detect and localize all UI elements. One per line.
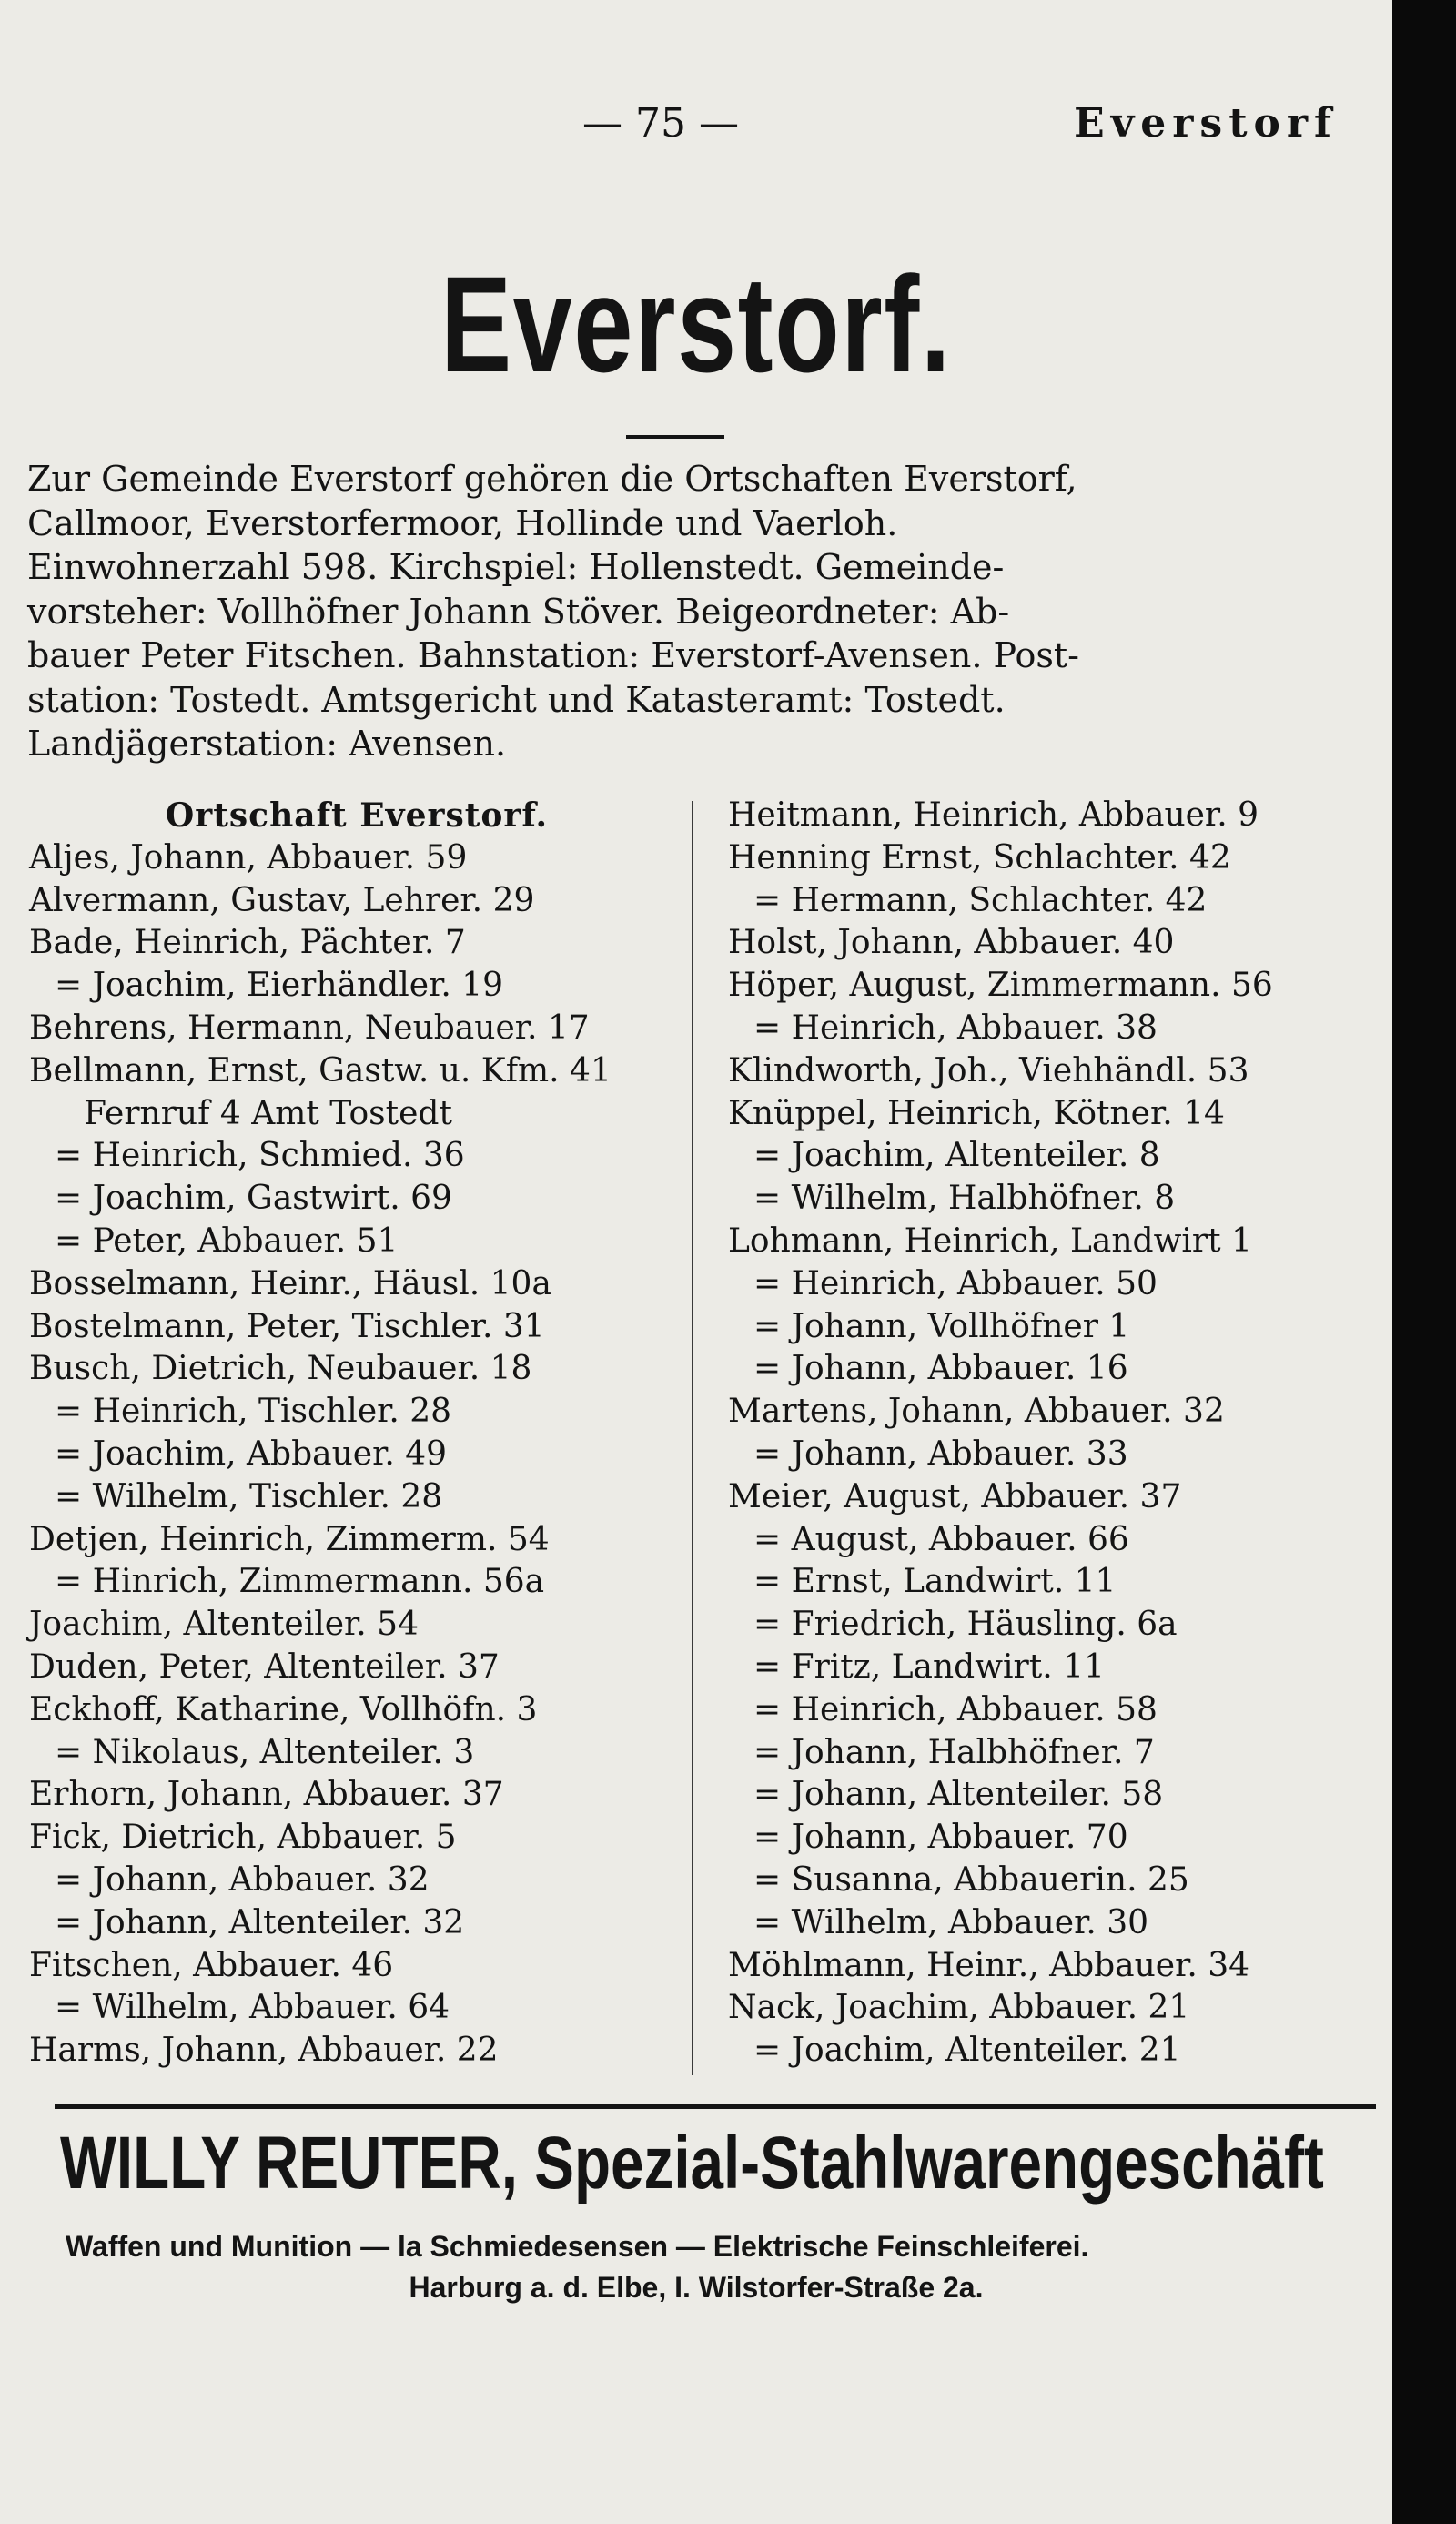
list-item: = Ernst, Landwirt. 11	[753, 1563, 1117, 1601]
left-column	[29, 795, 684, 2073]
list-item: Busch, Dietrich, Neubauer. 18	[29, 1350, 532, 1388]
list-item: Möhlmann, Heinr., Abbauer. 34	[728, 1946, 1250, 1984]
list-item: Detjen, Heinrich, Zimmerm. 54	[29, 1520, 550, 1558]
list-item: = Johann, Halbhöfner. 7	[753, 1733, 1155, 1771]
list-item: = Susanna, Abbauerin. 25	[753, 1860, 1189, 1899]
list-item: Fernruf 4 Amt Tostedt	[84, 1094, 452, 1132]
list-item: Erhorn, Johann, Abbauer. 37	[29, 1776, 504, 1814]
list-item: Holst, Johann, Abbauer. 40	[728, 924, 1175, 962]
list-item: = Johann, Abbauer. 70	[753, 1819, 1128, 1857]
list-item: Aljes, Johann, Abbauer. 59	[29, 838, 468, 877]
list-item: = Johann, Abbauer. 16	[753, 1350, 1128, 1388]
intro-line: Zur Gemeinde Everstorf gehören die Ortschaften Everstorf,	[27, 459, 1077, 499]
list-item: Höper, August, Zimmermann. 56	[728, 967, 1273, 1005]
list-item: Knüppel, Heinrich, Kötner. 14	[728, 1094, 1225, 1132]
running-head: Everstorf	[1074, 100, 1338, 147]
list-item: = Wilhelm, Abbauer. 64	[55, 1989, 450, 2027]
intro-line: Einwohnerzahl 598. Kirchspiel: Hollenstedt. Gemeinde-	[27, 547, 1005, 587]
list-item: = Heinrich, Tischler. 28	[55, 1393, 452, 1431]
list-item: = Nikolaus, Altenteiler. 3	[55, 1733, 475, 1771]
intro-line: vorsteher: Vollhöfner Johann Stöver. Beigeordneter: Ab-	[27, 591, 1010, 632]
list-item: = Johann, Abbauer. 33	[753, 1434, 1128, 1473]
right-column	[728, 795, 1379, 2073]
list-item: = Joachim, Gastwirt. 69	[55, 1180, 452, 1218]
list-item: = Joachim, Altenteiler. 8	[753, 1137, 1160, 1175]
title-rule	[626, 435, 724, 439]
list-item: = Peter, Abbauer. 51	[55, 1221, 399, 1260]
advertisement-line: Waffen und Munition — la Schmiedesensen — Elektrische Feinschleiferei.	[66, 2230, 1089, 2263]
list-item: Joachim, Altenteiler. 54	[29, 1606, 419, 1644]
list-item: Meier, August, Abbauer. 37	[728, 1477, 1182, 1515]
list-item: Bosselmann, Heinr., Häusl. 10a	[29, 1264, 551, 1303]
list-item: Bellmann, Ernst, Gastw. u. Kfm. 41	[29, 1051, 612, 1090]
list-item: = Joachim, Abbauer. 49	[55, 1434, 448, 1473]
intro-line: Callmoor, Everstorfermoor, Hollinde und Vaerloh.	[27, 502, 898, 543]
list-item: = Friedrich, Häusling. 6a	[753, 1606, 1178, 1644]
list-item: Henning Ernst, Schlachter. 42	[728, 838, 1231, 877]
list-item: Alvermann, Gustav, Lehrer. 29	[29, 881, 535, 919]
list-item: = Wilhelm, Tischler. 28	[55, 1477, 443, 1515]
list-item: Heitmann, Heinrich, Abbauer. 9	[728, 796, 1259, 834]
list-item: = Heinrich, Abbauer. 50	[753, 1264, 1158, 1303]
list-item: = Joachim, Eierhändler. 19	[55, 967, 504, 1005]
list-item: = August, Abbauer. 66	[753, 1520, 1129, 1558]
list-item: Bade, Heinrich, Pächter. 7	[29, 924, 466, 962]
list-item: Behrens, Hermann, Neubauer. 17	[29, 1009, 590, 1047]
list-item: Lohmann, Heinrich, Landwirt 1	[728, 1221, 1252, 1260]
page-number: — 75 —	[582, 100, 739, 147]
list-item: = Wilhelm, Abbauer. 30	[753, 1903, 1149, 1941]
intro-paragraph	[27, 457, 1365, 766]
list-item: = Fritz, Landwirt. 11	[753, 1647, 1105, 1686]
list-item: Bostelmann, Peter, Tischler. 31	[29, 1307, 545, 1345]
list-item: = Heinrich, Abbauer. 58	[753, 1690, 1158, 1728]
list-item: Duden, Peter, Altenteiler. 37	[29, 1647, 500, 1686]
list-item: Fick, Dietrich, Abbauer. 5	[29, 1819, 457, 1857]
list-item: Nack, Joachim, Abbauer. 21	[728, 1989, 1190, 2027]
list-item: = Johann, Altenteiler. 58	[753, 1776, 1164, 1814]
list-item: = Heinrich, Abbauer. 38	[753, 1009, 1158, 1047]
list-item: = Johann, Vollhöfner 1	[753, 1307, 1130, 1345]
list-item: Martens, Johann, Abbauer. 32	[728, 1393, 1225, 1431]
section-heading: Ortschaft Everstorf.	[165, 796, 549, 835]
list-item: Eckhoff, Katharine, Vollhöfn. 3	[29, 1690, 538, 1728]
advertisement-title: WILLY REUTER, Spezial-Stahlwarengeschäft	[60, 2122, 1324, 2205]
column-divider	[692, 801, 693, 2075]
list-item: Harms, Johann, Abbauer. 22	[29, 2032, 499, 2070]
list-item: Fitschen, Abbauer. 46	[29, 1946, 394, 1984]
list-item: = Johann, Abbauer. 32	[55, 1860, 430, 1899]
list-item: = Hinrich, Zimmermann. 56a	[55, 1563, 545, 1601]
page-title: Everstorf.	[440, 248, 952, 400]
list-item: = Heinrich, Schmied. 36	[55, 1137, 465, 1175]
intro-line: bauer Peter Fitschen. Bahnstation: Everstorf-Avensen. Post-	[27, 635, 1080, 675]
list-item: Klindworth, Joh., Viehhändl. 53	[728, 1051, 1249, 1090]
page-header	[0, 91, 1392, 155]
intro-line: station: Tostedt. Amtsgericht und Katasteramt: Tostedt.	[27, 679, 1006, 720]
list-item: = Johann, Altenteiler. 32	[55, 1903, 465, 1941]
advertisement-address: Harburg a. d. Elbe, I. Wilstorfer-Straße 2a.	[409, 2271, 984, 2304]
list-item: = Joachim, Altenteiler. 21	[753, 2032, 1181, 2070]
list-item: = Wilhelm, Halbhöfner. 8	[753, 1180, 1176, 1218]
list-item: = Hermann, Schlachter. 42	[753, 881, 1208, 919]
intro-line: Landjägerstation: Avensen.	[27, 724, 507, 764]
advertisement-rule	[55, 2104, 1376, 2109]
